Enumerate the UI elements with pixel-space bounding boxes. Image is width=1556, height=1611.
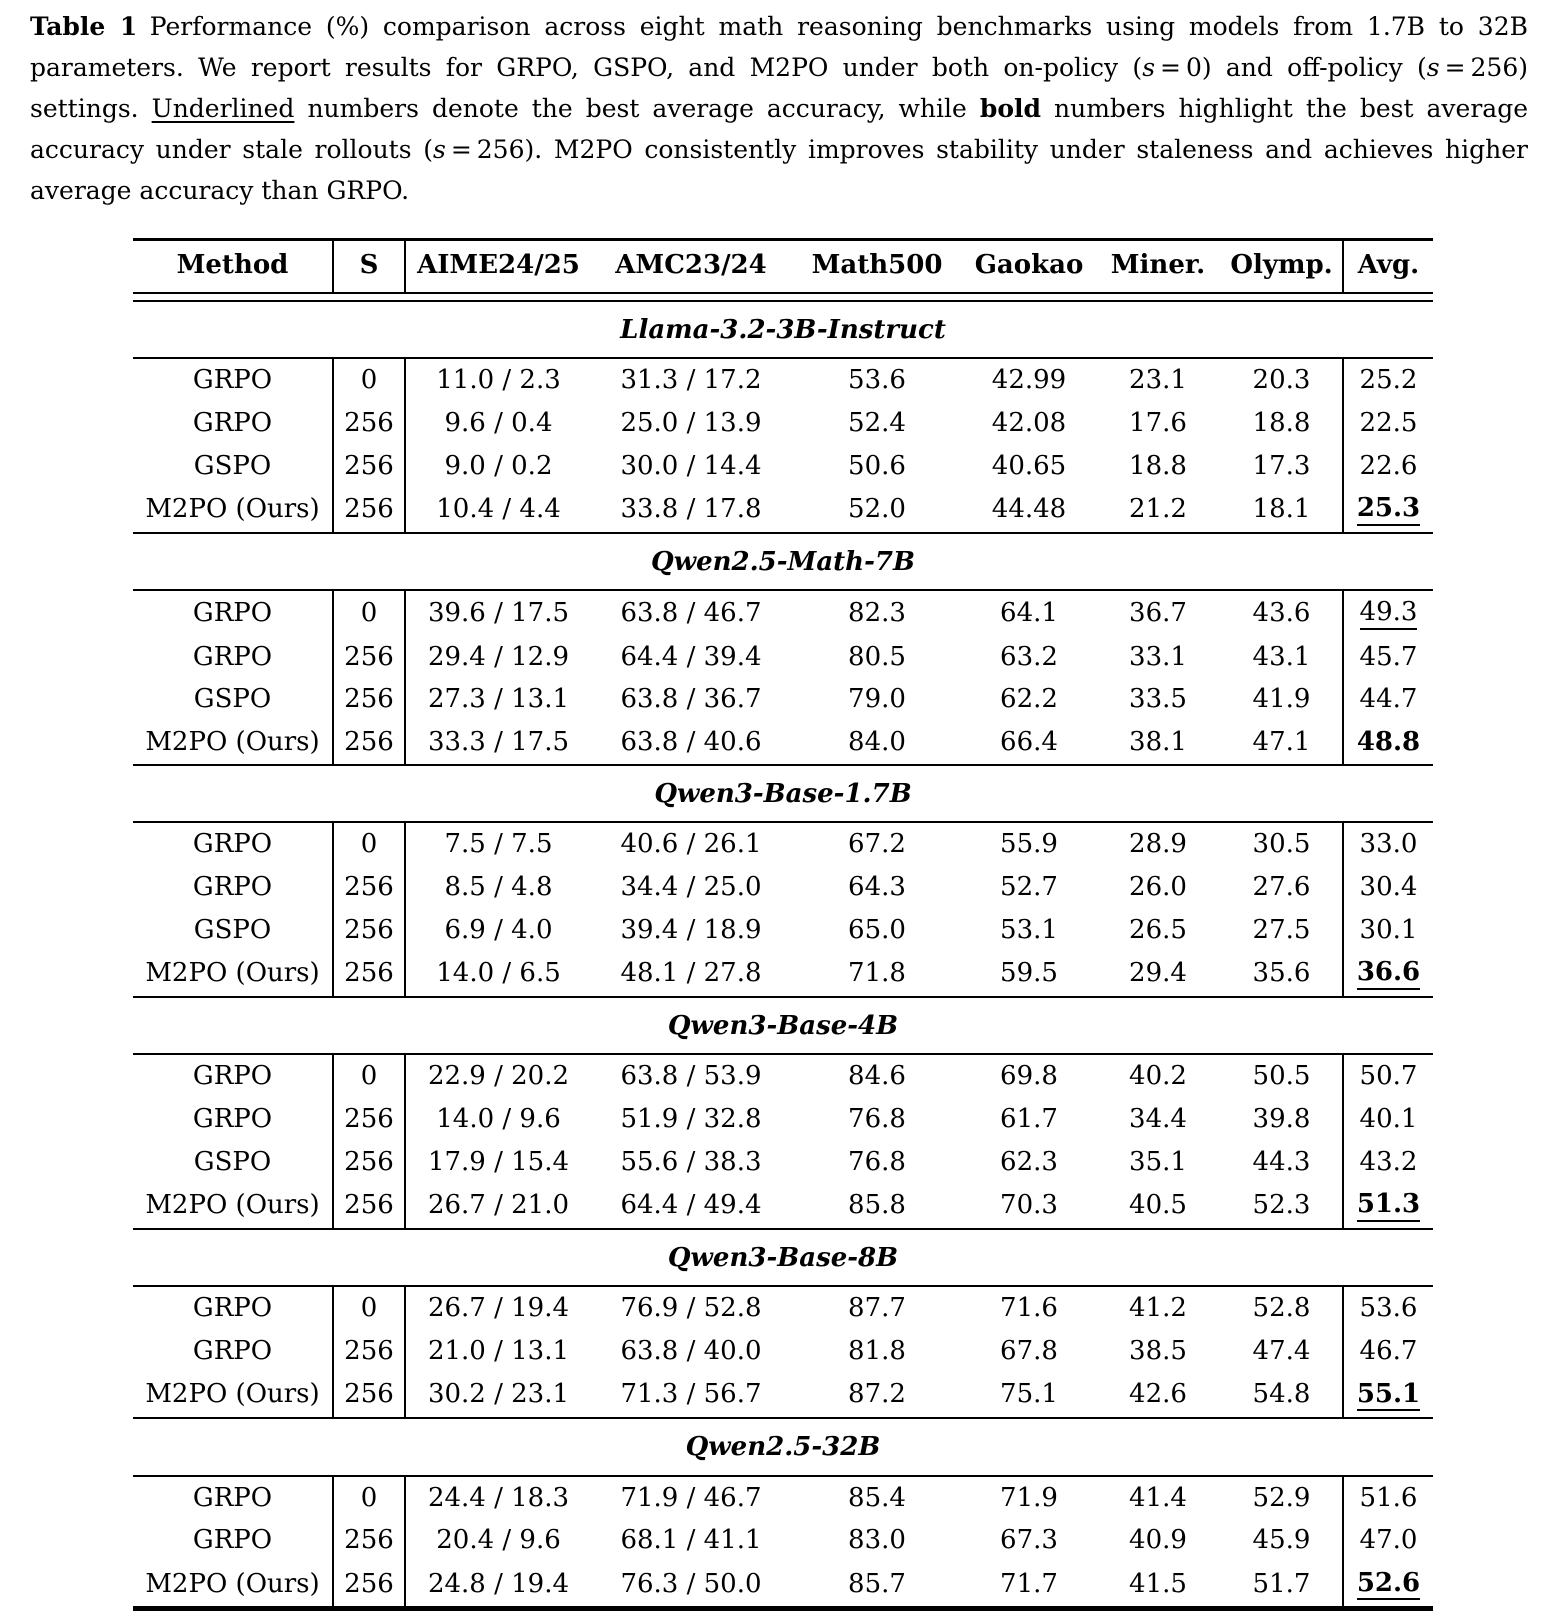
aime-cell: 9.0 / 0.2 xyxy=(444,450,553,481)
staleness-cell: 0 xyxy=(333,1476,405,1520)
table-row xyxy=(133,822,1433,866)
minerva-cell: 34.4 xyxy=(1129,1103,1187,1134)
col-header-method: Method xyxy=(133,240,333,293)
model-section-row xyxy=(133,301,1433,359)
avg-value: 33.0 xyxy=(1359,829,1418,860)
math500-cell: 85.4 xyxy=(848,1482,906,1513)
col-header-aime: AIME24/25 xyxy=(417,250,580,280)
olympiad-cell: 30.5 xyxy=(1252,829,1311,860)
math500-cell: 67.2 xyxy=(848,829,906,860)
avg-value: 25.2 xyxy=(1359,365,1418,396)
amc-cell: 40.6 / 26.1 xyxy=(620,829,762,860)
staleness-cell: 256 xyxy=(333,866,405,909)
table-row xyxy=(133,1098,1433,1141)
math500-cell: 76.8 xyxy=(848,1146,906,1177)
staleness-cell: 256 xyxy=(333,909,405,952)
minerva-cell: 29.4 xyxy=(1095,951,1221,996)
amc-cell: 51.9 / 32.8 xyxy=(620,1103,762,1134)
gaokao-cell: 71.6 xyxy=(1000,1293,1058,1324)
aime-cell: 7.5 / 7.5 xyxy=(444,829,553,860)
olympiad-cell: 44.3 xyxy=(1252,1146,1311,1177)
avg-cell xyxy=(1343,1330,1433,1373)
olympiad-cell: 17.3 xyxy=(1252,450,1311,481)
amc-cell: 64.4 / 39.4 xyxy=(620,641,762,672)
gaokao-cell: 75.1 xyxy=(963,1373,1095,1418)
gaokao-cell: 70.3 xyxy=(963,1183,1095,1228)
model-name: Qwen2.5-Math-7B xyxy=(133,533,1433,591)
staleness-cell: 256 xyxy=(333,487,405,532)
col-header-minerva: Miner. xyxy=(1110,250,1206,280)
aime-cell: 26.7 / 19.4 xyxy=(427,1293,570,1324)
minerva-cell: 18.8 xyxy=(1129,450,1187,481)
model-name: Qwen3-Base-8B xyxy=(133,1229,1433,1287)
caption-segment: = 256) settings. xyxy=(30,53,1528,123)
method-cell: GRPO xyxy=(133,1330,333,1373)
avg-cell xyxy=(1343,951,1433,996)
amc-cell: 55.6 / 38.3 xyxy=(620,1146,762,1177)
olympiad-cell: 51.7 xyxy=(1221,1562,1343,1609)
caption-segment: s xyxy=(433,135,446,164)
math500-cell: 52.4 xyxy=(848,408,906,439)
avg-value: 50.7 xyxy=(1359,1061,1418,1092)
table-row xyxy=(133,487,1433,532)
minerva-cell: 21.2 xyxy=(1095,487,1221,532)
avg-cell xyxy=(1343,1373,1433,1418)
avg-value: 44.7 xyxy=(1359,684,1418,715)
staleness-cell: 256 xyxy=(333,1519,405,1562)
amc-cell: 71.3 / 56.7 xyxy=(591,1373,791,1418)
math500-cell: 85.7 xyxy=(791,1562,963,1609)
avg-cell xyxy=(1343,1286,1433,1330)
gaokao-cell: 62.3 xyxy=(1000,1146,1058,1177)
gaokao-cell: 69.8 xyxy=(1000,1061,1058,1092)
col-header-avg: Avg. xyxy=(1343,240,1433,293)
aime-cell: 10.4 / 4.4 xyxy=(405,487,591,532)
gaokao-cell: 42.08 xyxy=(991,408,1067,439)
olympiad-cell: 18.8 xyxy=(1252,408,1311,439)
avg-cell xyxy=(1343,1562,1433,1609)
avg-value: 30.1 xyxy=(1359,914,1418,945)
gaokao-cell: 71.9 xyxy=(1000,1482,1058,1513)
avg-value: 51.6 xyxy=(1359,1482,1418,1513)
aime-cell: 33.3 / 17.5 xyxy=(405,721,591,765)
header-row xyxy=(133,240,1433,293)
staleness-cell: 256 xyxy=(333,678,405,721)
aime-cell: 6.9 / 4.0 xyxy=(444,914,553,945)
staleness-cell: 0 xyxy=(333,1286,405,1330)
col-header-amc: AMC23/24 xyxy=(615,250,767,280)
caption-segment: numbers denote the best average accuracy, while xyxy=(294,94,980,123)
aime-cell: 9.6 / 0.4 xyxy=(444,408,553,439)
method-cell: M2PO (Ours) xyxy=(133,487,333,532)
amc-cell: 30.0 / 14.4 xyxy=(620,450,762,481)
staleness-cell: 256 xyxy=(333,951,405,996)
method-cell: GSPO xyxy=(133,678,333,721)
amc-cell: 68.1 / 41.1 xyxy=(620,1525,762,1556)
method-cell: GSPO xyxy=(133,1141,333,1184)
avg-cell xyxy=(1343,721,1433,765)
olympiad-cell: 52.9 xyxy=(1252,1482,1311,1513)
gaokao-cell: 53.1 xyxy=(1000,914,1058,945)
olympiad-cell: 43.6 xyxy=(1252,598,1311,629)
avg-value: 22.5 xyxy=(1359,408,1418,439)
avg-value: 25.3 xyxy=(1357,495,1420,525)
avg-value: 40.1 xyxy=(1359,1103,1418,1134)
minerva-cell: 40.2 xyxy=(1129,1061,1187,1092)
math500-cell: 71.8 xyxy=(791,951,963,996)
aime-cell: 39.6 / 17.5 xyxy=(427,598,570,629)
header-double-rule xyxy=(133,293,1433,301)
minerva-cell: 36.7 xyxy=(1129,598,1187,629)
aime-cell: 24.8 / 19.4 xyxy=(405,1562,591,1609)
col-header-staleness: S xyxy=(333,240,405,293)
table-row xyxy=(133,721,1433,765)
avg-cell xyxy=(1343,1183,1433,1228)
table-row xyxy=(133,445,1433,488)
method-cell: GRPO xyxy=(133,590,333,635)
aime-cell: 20.4 / 9.6 xyxy=(436,1525,561,1556)
method-cell: GRPO xyxy=(133,358,333,402)
avg-cell xyxy=(1343,358,1433,402)
gaokao-cell: 62.2 xyxy=(1000,684,1058,715)
avg-value: 51.3 xyxy=(1357,1191,1420,1221)
method-cell: GRPO xyxy=(133,822,333,866)
avg-value: 53.6 xyxy=(1359,1293,1418,1324)
math500-cell: 76.8 xyxy=(848,1103,906,1134)
aime-cell: 14.0 / 9.6 xyxy=(436,1103,561,1134)
olympiad-cell: 52.3 xyxy=(1221,1183,1343,1228)
minerva-cell: 33.1 xyxy=(1129,641,1187,672)
staleness-cell: 0 xyxy=(333,358,405,402)
olympiad-cell: 45.9 xyxy=(1252,1525,1311,1556)
caption-segment: Table 1 xyxy=(30,12,138,41)
olympiad-cell: 47.1 xyxy=(1221,721,1343,765)
gaokao-cell: 71.7 xyxy=(963,1562,1095,1609)
table-row xyxy=(133,678,1433,721)
staleness-cell: 256 xyxy=(333,1141,405,1184)
col-header-math500: Math500 xyxy=(811,250,943,280)
method-cell: GRPO xyxy=(133,1098,333,1141)
math500-cell: 83.0 xyxy=(848,1525,906,1556)
aime-cell: 26.7 / 21.0 xyxy=(405,1183,591,1228)
minerva-cell: 26.0 xyxy=(1129,871,1187,902)
table-row xyxy=(133,1183,1433,1228)
amc-cell: 63.8 / 40.0 xyxy=(620,1335,762,1366)
amc-cell: 39.4 / 18.9 xyxy=(620,914,762,945)
math500-cell: 52.0 xyxy=(791,487,963,532)
table-row xyxy=(133,1054,1433,1098)
gaokao-cell: 59.5 xyxy=(963,951,1095,996)
gaokao-cell: 55.9 xyxy=(1000,829,1058,860)
aime-cell: 8.5 / 4.8 xyxy=(444,871,553,902)
amc-cell: 63.8 / 40.6 xyxy=(591,721,791,765)
olympiad-cell: 43.1 xyxy=(1252,641,1311,672)
method-cell: M2PO (Ours) xyxy=(133,1373,333,1418)
avg-cell xyxy=(1343,1141,1433,1184)
amc-cell: 63.8 / 53.9 xyxy=(620,1061,762,1092)
avg-value: 47.0 xyxy=(1359,1525,1418,1556)
gaokao-cell: 52.7 xyxy=(1000,871,1058,902)
staleness-cell: 0 xyxy=(333,590,405,635)
amc-cell: 33.8 / 17.8 xyxy=(591,487,791,532)
minerva-cell: 42.6 xyxy=(1095,1373,1221,1418)
avg-value: 55.1 xyxy=(1357,1381,1420,1411)
gaokao-cell: 42.99 xyxy=(991,365,1067,396)
olympiad-cell: 35.6 xyxy=(1221,951,1343,996)
math500-cell: 81.8 xyxy=(848,1335,906,1366)
amc-cell: 48.1 / 27.8 xyxy=(591,951,791,996)
table-row xyxy=(133,402,1433,445)
staleness-cell: 256 xyxy=(333,1330,405,1373)
avg-cell xyxy=(1343,1476,1433,1520)
caption-segment: = 0) and off-policy ( xyxy=(1155,53,1427,82)
math500-cell: 80.5 xyxy=(848,641,906,672)
minerva-cell: 41.5 xyxy=(1095,1562,1221,1609)
amc-cell: 34.4 / 25.0 xyxy=(620,871,762,902)
math500-cell: 64.3 xyxy=(848,871,906,902)
table-row xyxy=(133,358,1433,402)
aime-cell: 14.0 / 6.5 xyxy=(405,951,591,996)
aime-cell: 30.2 / 23.1 xyxy=(405,1373,591,1418)
minerva-cell: 17.6 xyxy=(1129,408,1187,439)
minerva-cell: 41.4 xyxy=(1129,1482,1187,1513)
olympiad-cell: 47.4 xyxy=(1252,1335,1311,1366)
method-cell: GRPO xyxy=(133,866,333,909)
math500-cell: 84.0 xyxy=(791,721,963,765)
amc-cell: 63.8 / 36.7 xyxy=(620,684,762,715)
minerva-cell: 38.5 xyxy=(1129,1335,1187,1366)
gaokao-cell: 66.4 xyxy=(963,721,1095,765)
amc-cell: 63.8 / 46.7 xyxy=(620,598,762,629)
method-cell: M2PO (Ours) xyxy=(133,1562,333,1609)
gaokao-cell: 64.1 xyxy=(1000,598,1058,629)
avg-value: 52.6 xyxy=(1357,1570,1420,1600)
avg-value: 49.3 xyxy=(1360,599,1418,629)
gaokao-cell: 44.48 xyxy=(963,487,1095,532)
aime-cell: 24.4 / 18.3 xyxy=(427,1482,570,1513)
table-row xyxy=(133,1373,1433,1418)
paper-page xyxy=(0,6,1556,1599)
minerva-cell: 35.1 xyxy=(1129,1146,1187,1177)
avg-value: 43.2 xyxy=(1359,1146,1418,1177)
aime-cell: 29.4 / 12.9 xyxy=(427,641,570,672)
avg-value: 22.6 xyxy=(1359,450,1418,481)
method-cell: GRPO xyxy=(133,402,333,445)
table-row xyxy=(133,1562,1433,1609)
staleness-cell: 256 xyxy=(333,402,405,445)
avg-value: 36.6 xyxy=(1357,959,1420,989)
model-section-row xyxy=(133,1418,1433,1476)
staleness-cell: 256 xyxy=(333,445,405,488)
math500-cell: 87.2 xyxy=(791,1373,963,1418)
minerva-cell: 28.9 xyxy=(1129,829,1187,860)
amc-cell: 31.3 / 17.2 xyxy=(620,365,762,396)
math500-cell: 85.8 xyxy=(791,1183,963,1228)
model-section-row xyxy=(133,533,1433,591)
avg-value: 46.7 xyxy=(1359,1335,1418,1366)
amc-cell: 76.3 / 50.0 xyxy=(591,1562,791,1609)
avg-value: 45.7 xyxy=(1359,641,1418,672)
math500-cell: 82.3 xyxy=(848,598,906,629)
table-row xyxy=(133,866,1433,909)
olympiad-cell: 27.6 xyxy=(1252,871,1311,902)
amc-cell: 71.9 / 46.7 xyxy=(620,1482,762,1513)
math500-cell: 65.0 xyxy=(848,914,906,945)
aime-cell: 27.3 / 13.1 xyxy=(427,684,570,715)
staleness-cell: 256 xyxy=(333,636,405,679)
col-header-olympiad: Olymp. xyxy=(1230,250,1333,280)
staleness-cell: 256 xyxy=(333,1373,405,1418)
olympiad-cell: 41.9 xyxy=(1252,684,1311,715)
gaokao-cell: 63.2 xyxy=(1000,641,1058,672)
model-name: Llama-3.2-3B-Instruct xyxy=(133,301,1433,359)
method-cell: GRPO xyxy=(133,636,333,679)
math500-cell: 79.0 xyxy=(848,684,906,715)
caption-segment: = 256). M2PO consistently improves stability under staleness and achieves higher average accuracy than GRPO. xyxy=(30,135,1528,205)
method-cell: GRPO xyxy=(133,1054,333,1098)
olympiad-cell: 18.1 xyxy=(1221,487,1343,532)
table-row xyxy=(133,590,1433,635)
avg-value: 48.8 xyxy=(1356,726,1421,757)
caption-segment: Performance (%) comparison across eight math reasoning benchmarks using models from 1.7B to 32B parameters. We report results for GRPO, GSPO, and M2PO under both on-policy ( xyxy=(30,12,1528,82)
minerva-cell: 40.9 xyxy=(1129,1525,1187,1556)
avg-value: 30.4 xyxy=(1359,871,1418,902)
table-row xyxy=(133,909,1433,952)
math500-cell: 84.6 xyxy=(848,1061,906,1092)
olympiad-cell: 50.5 xyxy=(1252,1061,1311,1092)
gaokao-cell: 67.3 xyxy=(1000,1525,1058,1556)
model-section-row xyxy=(133,997,1433,1055)
staleness-cell: 256 xyxy=(333,1098,405,1141)
caption-segment: bold xyxy=(979,94,1041,123)
amc-cell: 76.9 / 52.8 xyxy=(620,1293,762,1324)
table-row xyxy=(133,1286,1433,1330)
avg-cell xyxy=(1343,402,1433,445)
method-cell: M2PO (Ours) xyxy=(133,1183,333,1228)
minerva-cell: 38.1 xyxy=(1095,721,1221,765)
method-cell: GSPO xyxy=(133,445,333,488)
gaokao-cell: 67.8 xyxy=(1000,1335,1058,1366)
avg-cell xyxy=(1343,1054,1433,1098)
method-cell: M2PO (Ours) xyxy=(133,721,333,765)
olympiad-cell: 27.5 xyxy=(1252,914,1311,945)
math500-cell: 53.6 xyxy=(848,365,906,396)
method-cell: GRPO xyxy=(133,1519,333,1562)
caption-segment: s xyxy=(1142,53,1156,82)
aime-cell: 21.0 / 13.1 xyxy=(427,1335,570,1366)
staleness-cell: 256 xyxy=(333,1562,405,1609)
gaokao-cell: 61.7 xyxy=(1000,1103,1058,1134)
avg-cell xyxy=(1343,822,1433,866)
aime-cell: 22.9 / 20.2 xyxy=(427,1061,570,1092)
avg-cell xyxy=(1343,445,1433,488)
aime-cell: 17.9 / 15.4 xyxy=(427,1146,570,1177)
minerva-cell: 41.2 xyxy=(1129,1293,1187,1324)
avg-cell xyxy=(1343,866,1433,909)
model-name: Qwen2.5-32B xyxy=(133,1418,1433,1476)
avg-cell xyxy=(1343,590,1433,635)
staleness-cell: 0 xyxy=(333,822,405,866)
table-row xyxy=(133,1519,1433,1562)
olympiad-cell: 20.3 xyxy=(1252,365,1311,396)
minerva-cell: 26.5 xyxy=(1129,914,1187,945)
method-cell: M2PO (Ours) xyxy=(133,951,333,996)
olympiad-cell: 52.8 xyxy=(1252,1293,1311,1324)
avg-cell xyxy=(1343,1098,1433,1141)
method-cell: GSPO xyxy=(133,909,333,952)
avg-cell xyxy=(1343,487,1433,532)
avg-cell xyxy=(1343,1519,1433,1562)
avg-cell xyxy=(1343,636,1433,679)
model-name: Qwen3-Base-1.7B xyxy=(133,765,1433,823)
model-name: Qwen3-Base-4B xyxy=(133,997,1433,1055)
math500-cell: 87.7 xyxy=(848,1293,906,1324)
staleness-cell: 256 xyxy=(333,1183,405,1228)
table-row xyxy=(133,636,1433,679)
amc-cell: 64.4 / 49.4 xyxy=(591,1183,791,1228)
table-row xyxy=(133,1476,1433,1520)
col-header-gaokao: Gaokao xyxy=(974,250,1084,280)
minerva-cell: 23.1 xyxy=(1129,365,1187,396)
caption-segment: Underlined xyxy=(151,94,295,123)
method-cell: GRPO xyxy=(133,1286,333,1330)
staleness-cell: 0 xyxy=(333,1054,405,1098)
gaokao-cell: 40.65 xyxy=(991,450,1067,481)
olympiad-cell: 54.8 xyxy=(1221,1373,1343,1418)
amc-cell: 25.0 / 13.9 xyxy=(620,408,762,439)
minerva-cell: 33.5 xyxy=(1129,684,1187,715)
table-row xyxy=(133,951,1433,996)
caption-segment: numbers highlight the best average accuracy under stale rollouts ( xyxy=(30,94,1528,164)
table-row xyxy=(133,1330,1433,1373)
model-section-row xyxy=(133,1229,1433,1287)
caption-segment: s xyxy=(1426,53,1440,82)
staleness-cell: 256 xyxy=(333,721,405,765)
model-section-row xyxy=(133,765,1433,823)
avg-cell xyxy=(1343,678,1433,721)
results-table xyxy=(133,238,1433,1611)
table-row xyxy=(133,1141,1433,1184)
method-cell: GRPO xyxy=(133,1476,333,1520)
table-caption xyxy=(30,6,1528,211)
aime-cell: 11.0 / 2.3 xyxy=(436,365,561,396)
math500-cell: 50.6 xyxy=(848,450,906,481)
minerva-cell: 40.5 xyxy=(1095,1183,1221,1228)
olympiad-cell: 39.8 xyxy=(1252,1103,1311,1134)
avg-cell xyxy=(1343,909,1433,952)
